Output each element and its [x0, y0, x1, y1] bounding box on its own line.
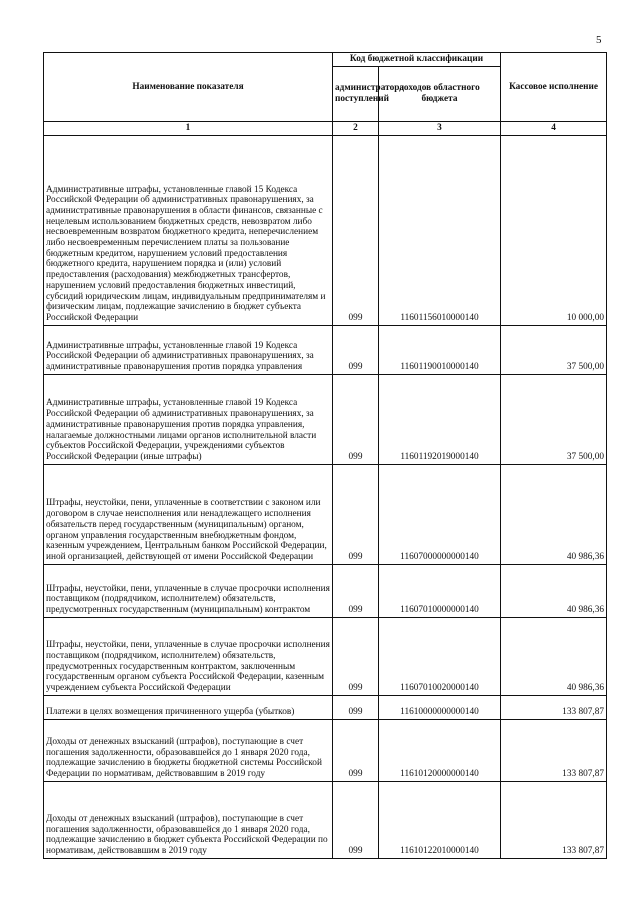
row-admin-code: 099	[333, 564, 379, 617]
table-row	[44, 135, 607, 325]
row-admin-code: 099	[333, 781, 379, 858]
header-income: доходов областного бюджета	[379, 67, 501, 122]
row-admin-code: 099	[333, 135, 379, 325]
row-income-code: 11610122010000140	[379, 781, 501, 858]
row-income-code: 11601190010000140	[379, 325, 501, 374]
row-income-code: 11601192019000140	[379, 374, 501, 464]
row-amount: 40 986,36	[501, 464, 607, 564]
row-admin-code: 099	[333, 464, 379, 564]
table-row	[44, 617, 607, 695]
row-name: Доходы от денежных взысканий (штрафов), поступающие в счет погашения задолженности, образовавшейся до 1 января 2020 года, подлежащие зачислению в бюджеты бюджетной системы Российской Федерации по нормативам, действовавшим в 2019 году	[44, 719, 333, 781]
row-amount: 40 986,36	[501, 617, 607, 695]
row-income-code: 11607010020000140	[379, 617, 501, 695]
row-amount: 37 500,00	[501, 374, 607, 464]
row-income-code: 11610000000000140	[379, 695, 501, 719]
row-amount: 10 000,00	[501, 135, 607, 325]
row-amount: 37 500,00	[501, 325, 607, 374]
row-name: Платежи в целях возмещения причиненного ущерба (убытков)	[44, 695, 333, 719]
page-number: 5	[596, 34, 602, 46]
row-amount: 133 807,87	[501, 695, 607, 719]
row-name: Штрафы, неустойки, пени, уплаченные в случае просрочки исполнения поставщиком (подрядчиком, исполнителем) обязательств, предусмотренных государственным контрактом, заключенным государственным органом субъекта Российской Федерации, казенным учреждением субъекта Российской Федерации	[44, 617, 333, 695]
row-income-code: 11601156010000140	[379, 135, 501, 325]
header-num-2: 2	[333, 122, 379, 136]
row-admin-code: 099	[333, 374, 379, 464]
row-admin-code: 099	[333, 719, 379, 781]
table-row	[44, 695, 607, 719]
row-name: Административные штрафы, установленные главой 19 Кодекса Российской Федерации об административных правонарушениях, за административные правонарушения против порядка управления	[44, 325, 333, 374]
row-admin-code: 099	[333, 325, 379, 374]
row-name: Административные штрафы, установленные главой 19 Кодекса Российской Федерации об административных правонарушениях, за административные правонарушения против порядка управления, налагаемые должностными лицами органов исполнительной власти субъектов Российской Федерации, учреждениями субъектов Российской Федерации (иные штрафы)	[44, 374, 333, 464]
row-name: Административные штрафы, установленные главой 15 Кодекса Российской Федерации об административных правонарушениях, за административные правонарушения в области финансов, связанные с нецелевым использованием бюджетных средств, невозвратом либо несвоевременным возвратом бюджетного кредита, неперечислением либо несвоевременным перечислением платы за пользование бюджетным кредитом, нарушением условий предоставления бюджетного кредита, нарушением порядка и (или) условий предоставления (расходования) межбюджетных трансфертов, нарушением условий предоставления бюджетных инвестиций, субсидий юридическим лицам, индивидуальным предпринимателям и физическим лицам, подлежащие зачислению в бюджет субъекта Российской Федерации	[44, 135, 333, 325]
row-amount: 40 986,36	[501, 564, 607, 617]
table-row	[44, 719, 607, 781]
table-row	[44, 464, 607, 564]
row-name: Доходы от денежных взысканий (штрафов), поступающие в счет погашения задолженности, образовавшейся до 1 января 2020 года, подлежащие зачислению в бюджет субъекта Российской Федерации по нормативам, действовавшим в 2019 году	[44, 781, 333, 858]
row-amount: 133 807,87	[501, 719, 607, 781]
table-row	[44, 374, 607, 464]
header-name: Наименование показателя	[44, 53, 333, 122]
header-num-1: 1	[44, 122, 333, 136]
table-row	[44, 564, 607, 617]
header-bk-group: Код бюджетной классификации	[333, 53, 501, 67]
row-amount: 133 807,87	[501, 781, 607, 858]
row-name: Штрафы, неустойки, пени, уплаченные в случае просрочки исполнения поставщиком (подрядчиком, исполнителем) обязательств, предусмотренных государственным (муниципальным) контрактом	[44, 564, 333, 617]
row-admin-code: 099	[333, 617, 379, 695]
row-name: Штрафы, неустойки, пени, уплаченные в соответствии с законом или договором в случае неисполнения или ненадлежащего исполнения обязательств перед государственным (муниципальным) органом, органом управления государственным внебюджетным фондом, казенным учреждением, Центральным банком Российской Федерации, иной организацией, действующей от имени Российской Федерации	[44, 464, 333, 564]
header-cash: Кассовое исполнение	[501, 53, 607, 122]
row-admin-code: 099	[333, 695, 379, 719]
row-income-code: 11607010000000140	[379, 564, 501, 617]
budget-table	[43, 52, 607, 859]
table-row	[44, 781, 607, 858]
header-num-3: 3	[379, 122, 501, 136]
table-row	[44, 325, 607, 374]
header-num-4: 4	[501, 122, 607, 136]
row-income-code: 11607000000000140	[379, 464, 501, 564]
header-admin: администратора поступлений	[333, 67, 379, 122]
row-income-code: 11610120000000140	[379, 719, 501, 781]
